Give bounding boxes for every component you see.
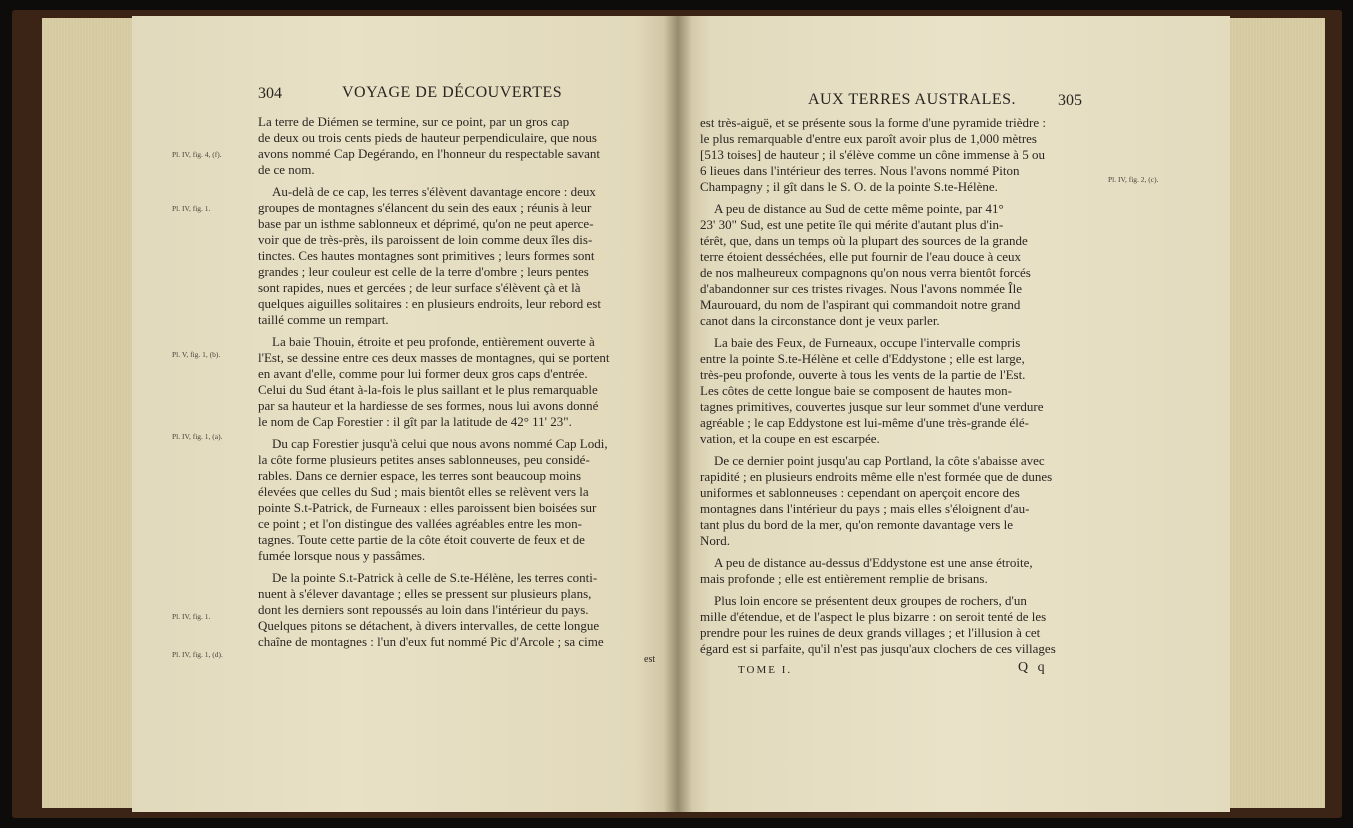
text-line: est très-aiguë, et se présente sous la forme d'une pyramide trièdre :	[700, 115, 1046, 130]
text-line: tant plus du bord de la mer, qu'on remonte davantage vers le	[700, 517, 1014, 532]
margin-note: Pl. IV, fig. 1.	[172, 612, 211, 621]
text-line: tinctes. Ces hautes montagnes sont primitives ; leurs formes sont	[258, 248, 595, 263]
catchword: est	[644, 654, 656, 665]
page-number-left: 304	[258, 85, 282, 102]
text-line: de deux ou trois cents pieds de hauteur perpendiculaire, que nous	[258, 130, 597, 145]
text-line: groupes de montagnes s'élancent du sein des eaux ; réunis à leur	[258, 200, 592, 215]
text-line: en avant d'elle, comme pour lui former deux gros caps d'entrée.	[258, 366, 588, 381]
text-line: rables. Dans ce dernier espace, les terres sont beaucoup moins	[258, 468, 582, 483]
margin-note: Pl. IV, fig. 2, (c).	[1108, 175, 1159, 184]
right-page-edges	[1225, 18, 1325, 808]
text-line: vation, et la coupe en est escarpée.	[700, 431, 880, 446]
text-line: élevées que celles du Sud ; mais bientôt elles se relèvent vers la	[258, 484, 589, 499]
margin-note: Pl. IV, fig. 4, (f).	[172, 150, 222, 159]
text-line: ce point ; et l'on distingue des vallées agréables entre les mon-	[258, 516, 582, 531]
text-line: mille d'étendue, et de l'aspect le plus bizarre : on seroit tenté de les	[700, 609, 1047, 624]
text-line: avons nommé Cap Degérando, en l'honneur du respectable savant	[258, 146, 601, 161]
signature-mark: Q q	[1018, 660, 1048, 675]
text-line: le plus remarquable d'entre eux paroît avoir plus de 1,000 mètres	[700, 131, 1037, 146]
margin-note: Pl. V, fig. 1, (b).	[172, 350, 221, 359]
text-line: Du cap Forestier jusqu'à celui que nous avons nommé Cap Lodi,	[272, 436, 608, 451]
text-line: égard est si parfaite, qu'il n'est pas jusqu'aux clochers de ces villages	[700, 641, 1056, 656]
running-head-right: AUX TERRES AUSTRALES.	[808, 91, 1017, 108]
text-line: nuent à s'élever davantage ; elles se pressent sur plusieurs plans,	[258, 586, 592, 601]
text-line: sont rapides, nues et gercées ; de leur surface s'élèvent çà et là	[258, 280, 581, 295]
text-line: A peu de distance au-dessus d'Eddystone est une anse étroite,	[714, 555, 1033, 570]
text-line: très-peu profonde, ouverte à tous les vents de la partie de l'Est.	[700, 367, 1026, 382]
text-line: De ce dernier point jusqu'au cap Portland, la côte s'abaisse avec	[714, 453, 1045, 468]
text-line: montagnes dans l'intérieur du pays ; mais elles s'éloignent d'au-	[700, 501, 1030, 516]
text-line: [513 toises] de hauteur ; il s'élève comme un cône immense à 5 ou	[700, 147, 1045, 162]
margin-note: Pl. IV, fig. 1, (d).	[172, 650, 223, 659]
text-line: d'abandonner sur ces tristes rivages. Nous l'avons nommée Île	[700, 281, 1023, 296]
text-line: de ce nom.	[258, 162, 315, 177]
text-line: Au-delà de ce cap, les terres s'élèvent davantage encore : deux	[272, 184, 596, 199]
text-line: Celui du Sud étant à-la-fois le plus saillant et le plus remarquable	[258, 382, 598, 397]
text-line: par sa hauteur et la hardiesse de ses formes, nous lui avons donné	[258, 398, 599, 413]
text-line: La baie Thouin, étroite et peu profonde, entièrement ouverte à	[272, 334, 595, 349]
text-line: grandes ; leur couleur est celle de la terre d'ombre ; leurs pentes	[258, 264, 589, 279]
left-page-edges	[42, 18, 137, 808]
text-line: De la pointe S.t-Patrick à celle de S.te-Hélène, les terres conti-	[272, 570, 598, 585]
text-line: A peu de distance au Sud de cette même pointe, par 41°	[714, 201, 1004, 216]
text-line: dont les derniers sont repoussés au loin dans l'intérieur du pays.	[258, 602, 589, 617]
text-line: le nom de Cap Forestier : il gît par la latitude de 42° 11' 23".	[258, 414, 572, 429]
margin-note: Pl. IV, fig. 1, (a).	[172, 432, 223, 441]
text-line: térêt, que, dans un temps où la plupart des sources de la grande	[700, 233, 1028, 248]
text-line: rapidité ; en plusieurs endroits même elle n'est formée que de dunes	[700, 469, 1053, 484]
text-line: Les côtes de cette longue baie se composent de hautes mon-	[700, 383, 1012, 398]
text-line: de nos malheureux compagnons qu'on nous verra bientôt forcés	[700, 265, 1031, 280]
footer-volume: TOME I.	[738, 664, 793, 676]
book-gutter	[664, 16, 692, 812]
text-line: tagnes primitives, couvertes jusque sur leur sommet d'une verdure	[700, 399, 1044, 414]
text-line: uniformes et sablonneuses : cependant on aperçoit encore des	[700, 485, 1020, 500]
text-line: 23' 30" Sud, est une petite île qui mérite d'autant plus d'in-	[700, 217, 1004, 232]
text-line: quelques aiguilles solitaires : en plusieurs endroits, leur rebord est	[258, 296, 601, 311]
text-line: pointe S.t-Patrick, de Furneaux : elles paroissent bien boisées sur	[258, 500, 597, 515]
text-line: voir que de très-près, ils paroissent de loin comme deux îles dis-	[258, 232, 593, 247]
running-head-left: VOYAGE DE DÉCOUVERTES	[342, 84, 563, 101]
text-line: Plus loin encore se présentent deux groupes de rochers, d'un	[714, 593, 1027, 608]
text-line: l'Est, se dessine entre ces deux masses de montagnes, qui se portent	[258, 350, 610, 365]
text-line: prendre pour les ruines de deux grands villages ; et l'illusion à cet	[700, 625, 1041, 640]
text-line: Maurouard, du nom de l'aspirant qui commandoit notre grand	[700, 297, 1021, 312]
text-line: agréable ; le cap Eddystone est lui-même d'une très-grande élé-	[700, 415, 1030, 430]
text-line: base par un isthme sablonneux et déprimé, qu'on ne peut aperce-	[258, 216, 594, 231]
text-line: La terre de Diémen se termine, sur ce point, par un gros cap	[258, 114, 570, 129]
text-line: terre étoient desséchées, elle put fournir de l'eau douce à ceux	[700, 249, 1022, 264]
text-line: fumée lorsque nous y passâmes.	[258, 548, 426, 563]
text-line: tagnes. Toute cette partie de la côte étoit couverte de feux et de	[258, 532, 585, 547]
text-line: chaîne de montagnes : l'un d'eux fut nommé Pic d'Arcole ; sa cime	[258, 634, 604, 649]
margin-note: Pl. IV, fig. 1.	[172, 204, 211, 213]
text-line: La baie des Feux, de Furneaux, occupe l'intervalle compris	[714, 335, 1021, 350]
text-line: Champagny ; il gît dans le S. O. de la pointe S.te-Hélène.	[700, 179, 998, 194]
text-line: la côte forme plusieurs petites anses sablonneuses, peu considé-	[258, 452, 590, 467]
text-line: mais profonde ; elle est entièrement remplie de brisans.	[700, 571, 988, 586]
text-line: canot dans la circonstance dont je veux parler.	[700, 313, 940, 328]
text-line: 6 lieues dans l'intérieur des terres. Nous l'avons nommé Piton	[700, 163, 1020, 178]
text-line: Nord.	[700, 533, 730, 548]
text-line: taillé comme un rempart.	[258, 312, 389, 327]
page-number-right: 305	[1058, 92, 1082, 109]
text-line: Quelques pitons se détachent, à divers intervalles, de cette longue	[258, 618, 600, 633]
text-line: entre la pointe S.te-Hélène et celle d'Eddystone ; elle est large,	[700, 351, 1025, 366]
left-page	[132, 16, 678, 812]
right-page	[678, 16, 1230, 812]
